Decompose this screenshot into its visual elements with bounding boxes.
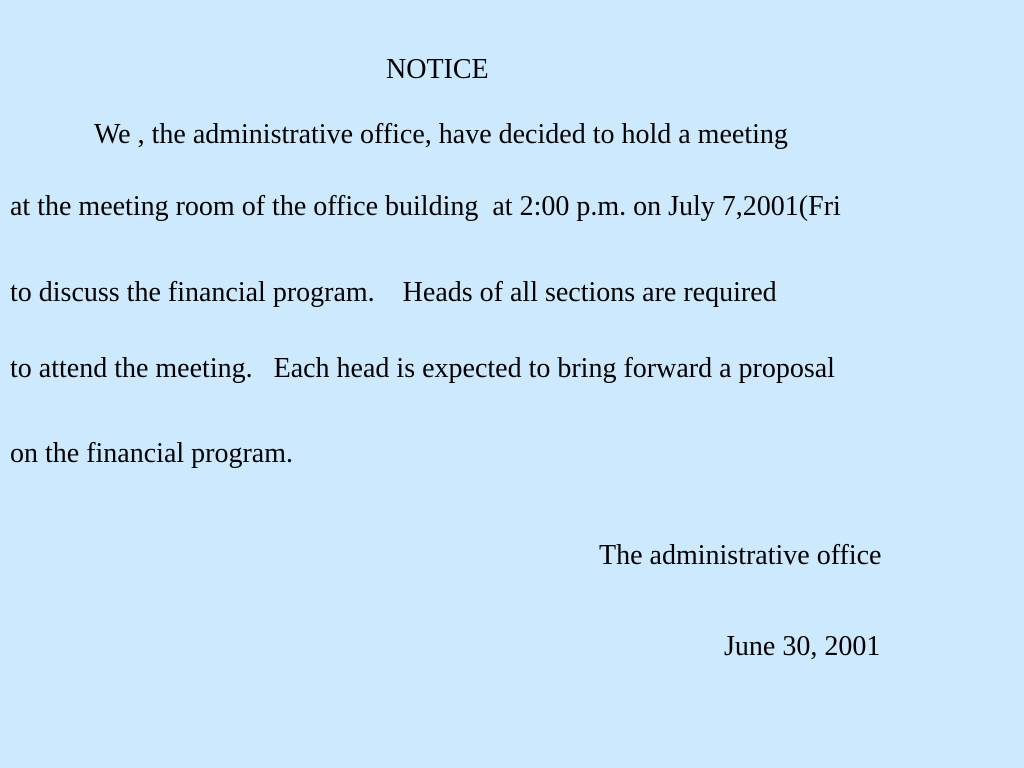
notice-body-line-1: We , the administrative office, have decided to hold a meeting <box>94 119 788 150</box>
notice-body-line-3: to discuss the financial program. Heads of all sections are required <box>10 277 777 308</box>
notice-body-line-5: on the financial program. <box>10 438 294 469</box>
notice-signature: The administrative office <box>599 540 882 571</box>
notice-title: NOTICE <box>386 54 489 85</box>
notice-body-line-4: to attend the meeting. Each head is expected to bring forward a proposal <box>10 353 835 384</box>
notice-body-line-2: at the meeting room of the office building at 2:00 p.m. on July 7,2001(Fri <box>10 191 841 222</box>
notice-date: June 30, 2001 <box>724 631 881 662</box>
